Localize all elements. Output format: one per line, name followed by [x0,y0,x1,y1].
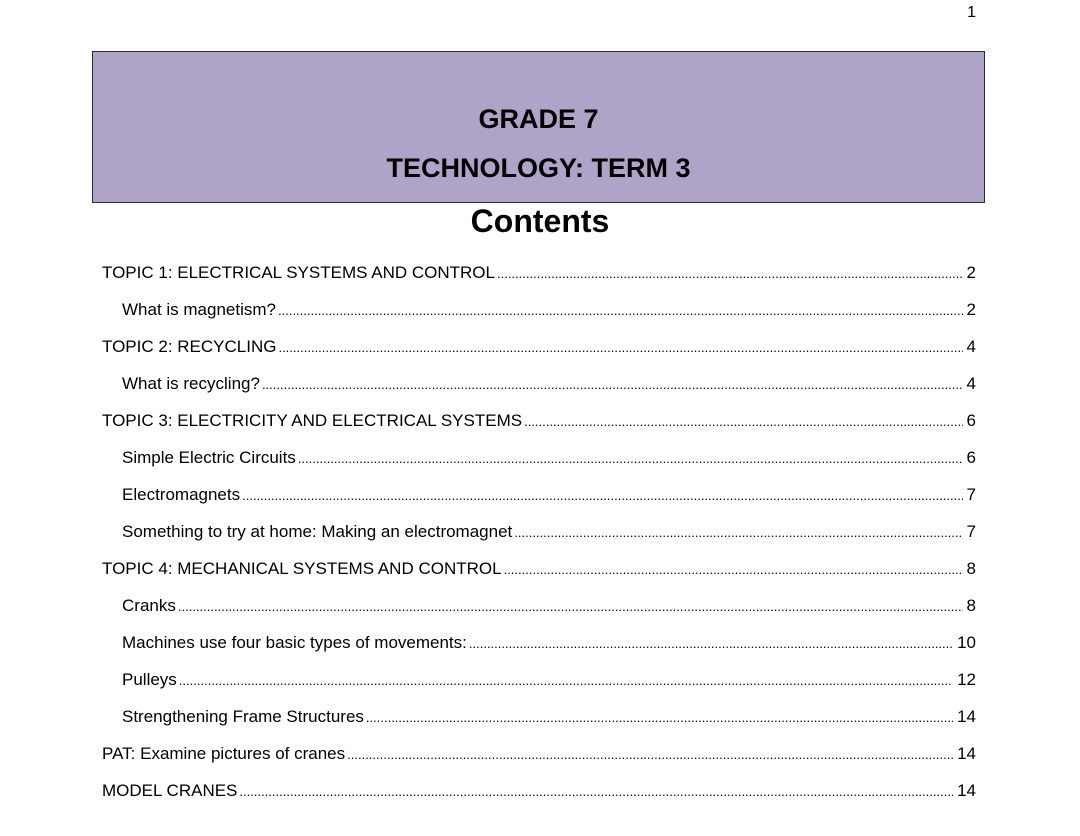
toc-entry-title: TOPIC 1: ELECTRICAL SYSTEMS AND CONTROL [102,263,495,282]
toc-subtopic-entry[interactable] [102,596,976,633]
toc-dot-leader [524,414,962,429]
toc-entry-page: 14 [957,707,976,726]
toc-entry-page: 2 [966,263,976,282]
toc-entry-title: TOPIC 3: ELECTRICITY AND ELECTRICAL SYSTEMS [102,411,523,430]
toc-dot-leader [347,747,953,762]
toc-dot-leader [497,266,963,281]
toc-entry-page: 8 [966,559,976,578]
toc-entry-title: Something to try at home: Making an electromagnet [122,522,513,541]
toc-entry-page: 6 [966,411,976,430]
toc-dot-leader [366,710,953,725]
toc-entry-title: Strengthening Frame Structures [122,707,364,726]
toc-entry-page: 7 [966,522,976,541]
toc-entry-title: Machines use four basic types of movements: [122,633,467,652]
toc-entry-title: MODEL CRANES [102,781,238,800]
toc-topic-entry[interactable] [102,559,976,596]
toc-dot-leader [504,562,963,577]
toc-subtopic-entry[interactable] [102,485,976,522]
toc-dot-leader [262,377,963,392]
toc-entry-page: 14 [957,744,976,763]
toc-subtopic-entry[interactable] [102,522,976,559]
toc-entry-page: 6 [966,448,976,467]
toc-entry-page: 12 [957,670,976,689]
toc-entry-title: Simple Electric Circuits [122,448,296,467]
toc-subtopic-entry[interactable] [102,633,976,670]
toc-dot-leader [242,488,962,503]
toc-entry-page: 4 [966,374,976,393]
toc-dot-leader [514,525,962,540]
toc-topic-entry[interactable] [102,337,976,374]
toc-topic-entry[interactable] [102,744,976,781]
toc-topic-entry[interactable] [102,263,976,300]
toc-dot-leader [239,784,953,799]
toc-topic-entry[interactable] [102,781,976,818]
toc-entry-title: PAT: Examine pictures of cranes [102,744,346,763]
toc-entry-page: 10 [957,633,976,652]
toc-dot-leader [278,303,963,318]
toc-entry-page: 7 [966,485,976,504]
toc-entry-page: 4 [966,337,976,356]
toc-subtopic-entry[interactable] [102,300,976,337]
subject-term-title: TECHNOLOGY: TERM 3 [386,153,691,183]
toc-subtopic-entry[interactable] [102,448,976,485]
toc-topic-entry[interactable] [102,411,976,448]
contents-heading: Contents [470,203,610,239]
toc-entry-title: TOPIC 2: RECYCLING [102,337,277,356]
page-number: 1 [967,4,976,21]
toc-entry-title: Pulleys [122,670,177,689]
toc-entry-title: TOPIC 4: MECHANICAL SYSTEMS AND CONTROL [102,559,502,578]
toc-dot-leader [178,599,963,614]
toc-entry-page: 2 [966,300,976,319]
toc-entry-page: 8 [966,596,976,615]
grade-title: GRADE 7 [478,104,599,134]
toc-entry-page: 14 [957,781,976,800]
toc-entry-title: What is recycling? [122,374,260,393]
toc-dot-leader [278,340,962,355]
toc-subtopic-entry[interactable] [102,707,976,744]
toc-entry-title: Cranks [122,596,176,615]
toc-subtopic-entry[interactable] [102,374,976,411]
toc-dot-leader [469,636,953,651]
toc-subtopic-entry[interactable] [102,670,976,707]
toc-dot-leader [298,451,963,466]
title-banner [92,51,985,203]
toc-entry-title: What is magnetism? [122,300,276,319]
table-of-contents [102,263,976,818]
toc-entry-title: Electromagnets [122,485,241,504]
toc-dot-leader [179,673,953,688]
